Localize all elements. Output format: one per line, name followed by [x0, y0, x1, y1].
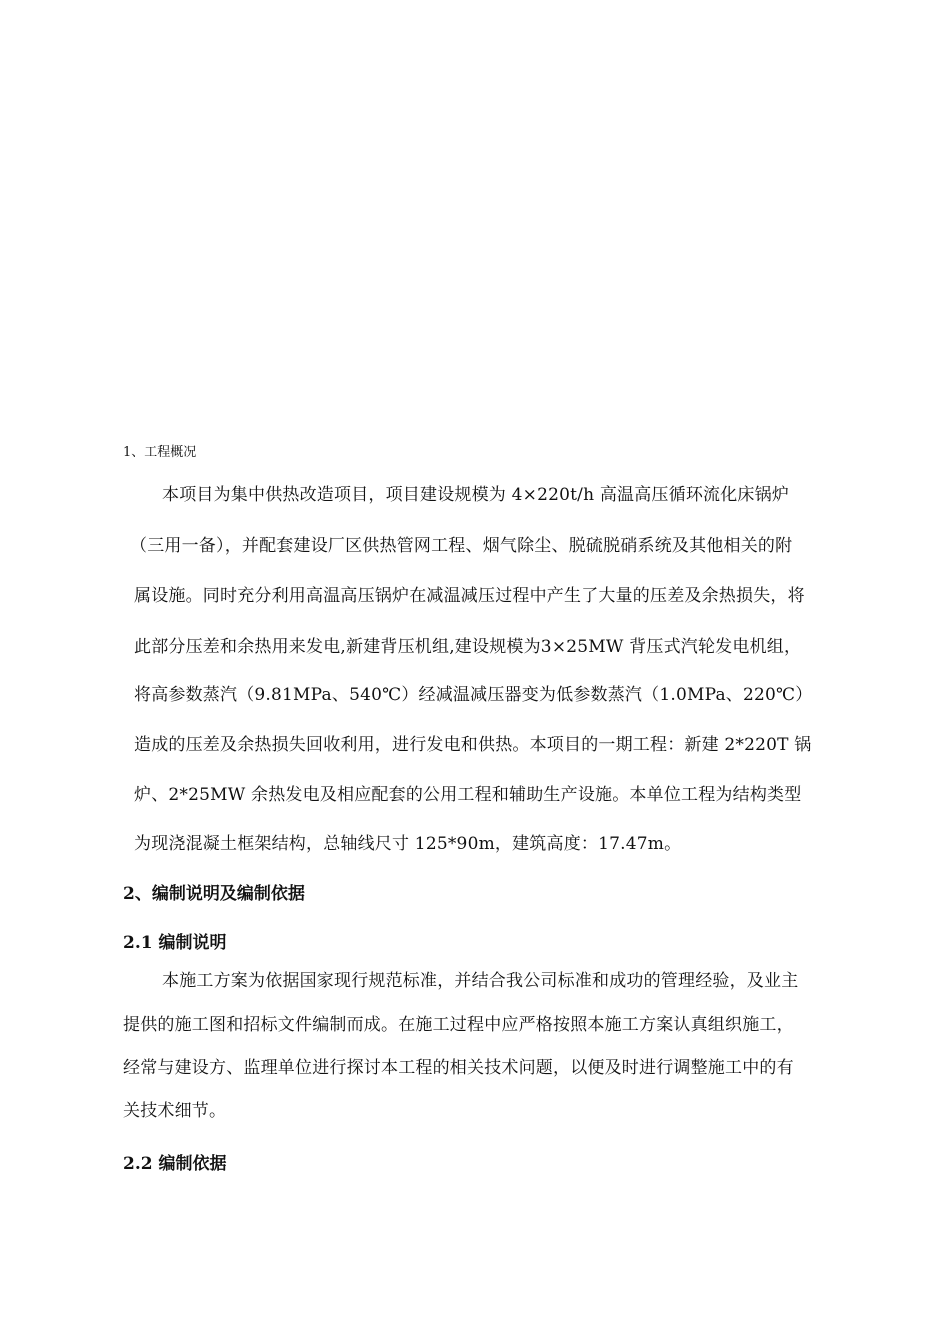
paragraph-line: 经常与建设方、监理单位进行探讨本工程的相关技术问题，以便及时进行调整施工中的有: [123, 1058, 794, 1078]
paragraph-line: 为现浇混凝土框架结构，总轴线尺寸 125*90m，建筑高度：17.47m。: [134, 834, 682, 854]
paragraph-line: 关技术细节。: [123, 1101, 227, 1121]
section-2-heading: 2、编制说明及编制依据: [123, 884, 305, 904]
paragraph-line: 将高参数蒸汽（9.81MPa、540℃）经减温减压器变为低参数蒸汽（1.0MPa、220℃）: [134, 685, 813, 705]
paragraph-line: 属设施。同时充分利用高温高压锅炉在减温减压过程中产生了大量的压差及余热损失，将: [134, 586, 805, 606]
paragraph-line: 造成的压差及余热损失回收利用，进行发电和供热。本项目的一期工程：新建 2*220T 锅: [134, 735, 812, 755]
section-2-1-heading: 2.1 编制说明: [123, 933, 227, 953]
paragraph-line: 炉、2*25MW 余热发电及相应配套的公用工程和辅助生产设施。本单位工程为结构类型: [134, 785, 802, 805]
section-2-2-heading: 2.2 编制依据: [123, 1154, 227, 1174]
paragraph-line: 本施工方案为依据国家现行规范标准，并结合我公司标准和成功的管理经验，及业主: [162, 971, 799, 991]
paragraph-line: （三用一备），并配套建设厂区供热管网工程、烟气除尘、脱硫脱硝系统及其他相关的附: [130, 536, 793, 556]
section-1-heading: 1、工程概况: [123, 445, 197, 460]
paragraph-line: 此部分压差和余热用来发电,新建背压机组,建设规模为3×25MW 背压式汽轮发电机组，: [134, 637, 802, 657]
paragraph-line: 提供的施工图和招标文件编制而成。在施工过程中应严格按照本施工方案认真组织施工，: [123, 1015, 794, 1035]
paragraph-line: 本项目为集中供热改造项目，项目建设规模为 4×220t/h 高温高压循环流化床锅炉: [162, 485, 790, 505]
